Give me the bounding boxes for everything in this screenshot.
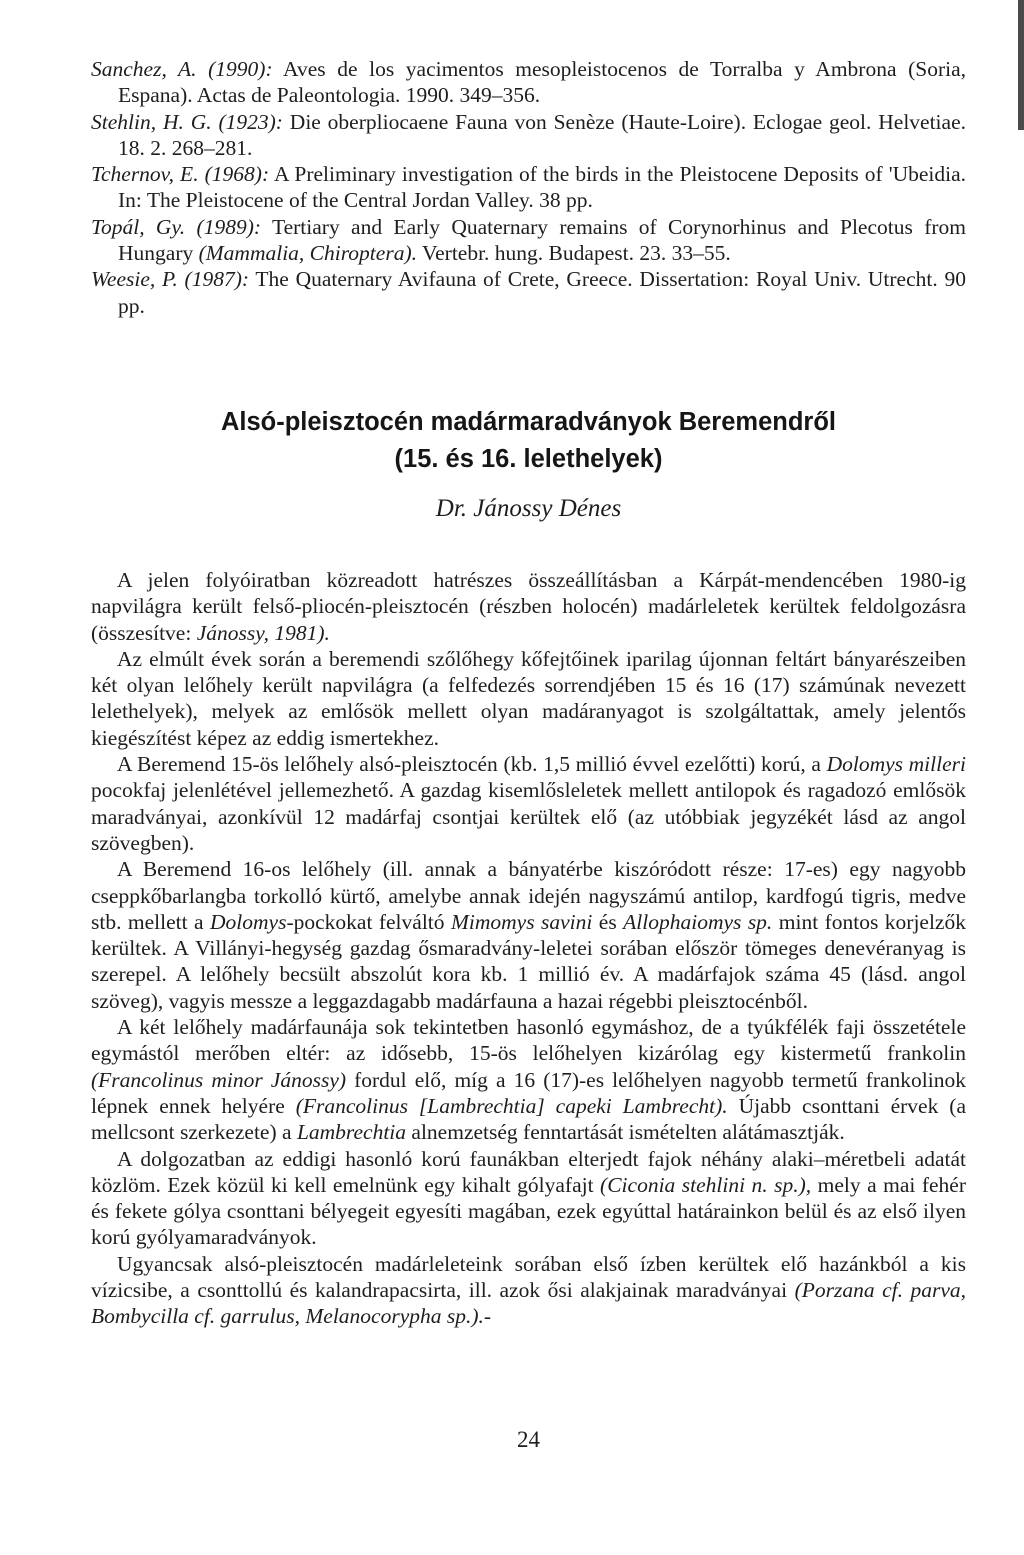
text-run: mely a mai fehér és fekete gólya csonttani bélyegeit egyesíti magában, ezek egyúttal határainkon belül és az első ilyen korú gyólyamaradványok. [91, 1172, 966, 1250]
reference-year: (1923): [218, 109, 283, 134]
reference-author: Weesie, P. [91, 267, 178, 292]
reference-text: Die oberpliocaene Fauna von Senèze (Haute-Loire). Eclogae geol. Helvetiae. 18. 2. 268–281. [118, 109, 966, 160]
scan-edge-shadow [1018, 0, 1024, 130]
text-run: -pockokat felváltó [286, 909, 451, 934]
reference-text: Tertiary and Early Quaternary remains of Corynorhinus and Plecotus from Hungary [118, 214, 966, 266]
reference-text: The Quaternary Avifauna of Crete, Greece. Dissertation: Royal Univ. Utrecht. 90 pp. [118, 267, 966, 318]
body-paragraph [91, 1014, 966, 1145]
italic-run: Allophaiomys sp. [623, 909, 773, 934]
text-run: alnemzetség fenntartását ismételten alátámasztják. [406, 1120, 845, 1145]
text-run: A Beremend 16-os lelőhely (ill. annak a bányatérbe kiszóródott része: 17-es) egy nagyobb cseppkőbarlangba torkolló kürtő, amelybe annak idején nagyszámú antilop, kardfogú tigris, medve stb. mellett a [91, 857, 966, 934]
reference-author: Topál, Gy. [91, 214, 186, 239]
reference-entry [91, 214, 966, 267]
body-paragraph [91, 1251, 966, 1330]
italic-run: (Francolinus minor Jánossy) [91, 1067, 347, 1092]
reference-year: (1987): [184, 267, 250, 292]
reference-entry [91, 109, 966, 162]
article-body [91, 567, 966, 1330]
body-paragraph [91, 646, 966, 751]
text-run: mint fontos korjelzők kerültek. A Villányi-hegység gazdag ősmaradvány-leletei sorában először tömeges denevéranyag is szerepel. A lelőhely becsült abszolút kora kb. 1 millió év. A madárfajok száma 45 (lásd. angol szöveg), vagyis messze a leggazdagabb madárfauna a hazai régebbi pleisztocénből. [91, 909, 966, 1013]
italic-run: Mimomys savini [450, 909, 593, 934]
reference-entry [91, 161, 966, 214]
reference-list [91, 56, 966, 319]
reference-year: (1990): [208, 57, 273, 81]
italic-run: Dolomys [210, 909, 287, 934]
text-run: pocokfaj jelenlétével jellemezhető. A gazdag kisemlősleletek mellett antilopok és ragadozó emlősök maradványai, azonkívül 12 madárfaj csontjai kerültek elő (az utóbbiak jegyzékét lásd az angol szövegben). [91, 778, 966, 855]
text-run: Ugyancsak alsó-pleisztocén madárleleteink sorában első ízben kerültek elő hazánkból a kis vízicsibe, a csonttollú és kalandrapacsirta, ill. azok ősi alakjainak maradványai [91, 1251, 966, 1303]
reference-text: Vertebr. hung. Budapest. 23. 33–55. [416, 241, 731, 266]
title-line-2: (15. és 16. lelethelyek) [394, 445, 663, 473]
article-author: Dr. Jánossy Dénes [435, 495, 622, 522]
italic-run: (Ciconia stehlini n. sp.), [600, 1172, 812, 1197]
text-run: A dolgozatban az eddigi hasonló korú faunákban elterjedt fajok néhány alaki–méretbeli adatát közlöm. Ezek közül ki kell emelnünk egy kihalt gólyafajt [91, 1146, 966, 1197]
italic-run: Jánossy, 1981). [196, 620, 330, 645]
italic-run: Lambrechtia [296, 1120, 407, 1145]
article-title [91, 404, 966, 478]
reference-author: Sanchez, A. [91, 57, 197, 81]
body-paragraph [91, 751, 966, 856]
italic-run: (Francolinus [Lambrechtia] capeki Lambrecht). [295, 1093, 728, 1118]
text-run: fordul elő, míg a 16 (17)-es lelőhelyen nagyobb termetű frankolinok lépnek ennek helyére [91, 1067, 966, 1118]
reference-year: (1968): [204, 162, 270, 187]
body-paragraph [91, 856, 966, 1014]
text-run: Az elmúlt évek során a beremendi szőlőhegy kőfejtőinek iparilag újonnan feltárt bányarészeiben két olyan lelőhely került napvilágra (a felfedezés sorrendjében 15 és 16 (17) számúnak nevezett lelethelyek), melyek az emlősök mellett olyan madáranyagot is szolgáltattak, amely jelentős kiegészítést képez az eddig ismertekhez. [91, 646, 966, 750]
text-run: A két lelőhely madárfaunája sok tekintetben hasonló egymáshoz, de a tyúkfélék faji összetétele egymástól merőben eltér: az idősebb, 15-ös lelőhelyen kizárólag egy kistermetű frankolin [91, 1015, 966, 1066]
text-run: - [483, 1304, 492, 1329]
text-run: Újabb csonttani érvek (a mellcsont szerkezete) a [91, 1093, 966, 1145]
text-run: és [592, 909, 624, 934]
reference-entry [91, 266, 966, 319]
italic-run: Dolomys milleri [826, 752, 966, 777]
reference-entry [91, 56, 966, 109]
body-paragraph [91, 1146, 966, 1251]
reference-author: Stehlin, H. G. [91, 109, 212, 134]
reference-year: (1989): [196, 214, 262, 239]
italic-run: (Porzana cf. parva, Bombycilla cf. garrulus, Melanocorypha sp.). [91, 1278, 967, 1329]
text-run: A jelen folyóiratban közreadott hatrészes összeállításban a Kárpát-mendencében 1980-ig napvilágra került felső-pliocén-pleisztocén (részben holocén) madárleletek kerültek feldolgozásra (összesítve: [91, 568, 966, 645]
reference-italic: (Mammalia, Chiroptera). [198, 241, 417, 266]
reference-text: A Preliminary investigation of the birds in the Pleistocene Deposits of 'Ubeidia. In: The Pleistocene of the Central Jordan Valley. 38 pp. [118, 162, 967, 213]
body-paragraph [91, 567, 966, 646]
page-number: 24 [517, 1427, 540, 1452]
reference-author: Tchernov, E. [91, 162, 199, 187]
title-line-1: Alsó-pleisztocén madármaradványok Beremendről [220, 408, 837, 436]
reference-text: Aves de los yacimentos mesopleistocenos de Torralba y Ambrona (Soria, Espana). Actas de Paleontologia. 1990. 349–356. [118, 57, 967, 108]
text-run: A Beremend 15-ös lelőhely alsó-pleisztocén (kb. 1,5 millió évvel ezelőtti) korú, a [117, 752, 827, 777]
